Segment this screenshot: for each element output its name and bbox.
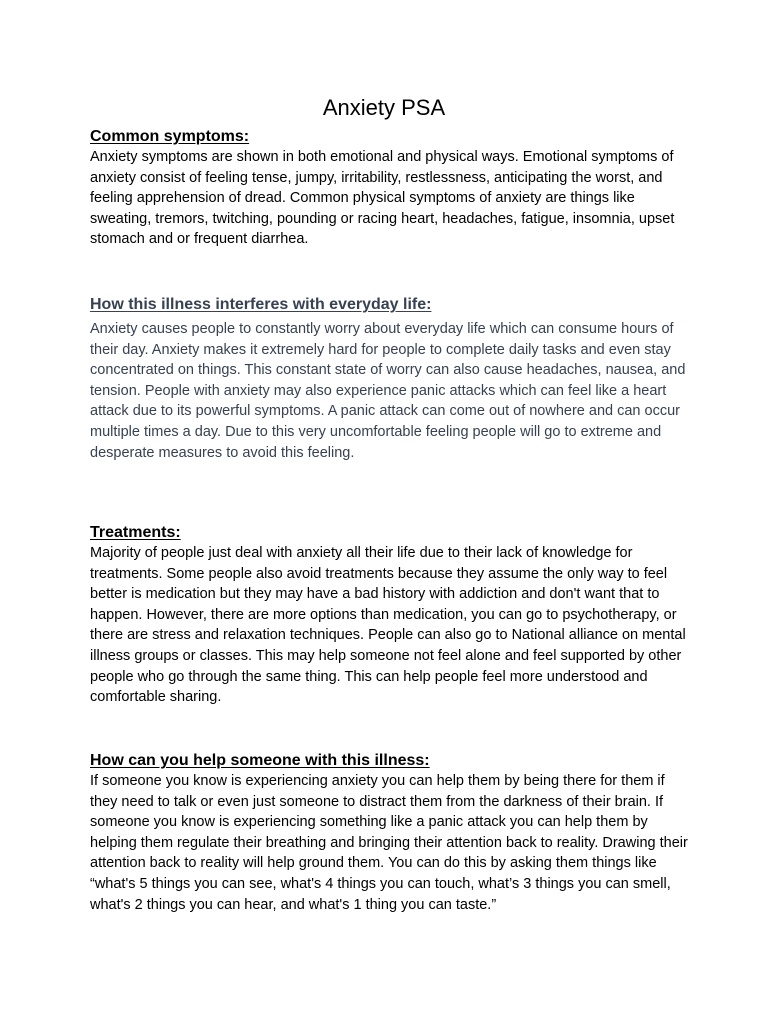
section-how-to-help (90, 750, 690, 915)
section-heading: Treatments: (90, 524, 181, 541)
section-treatments (90, 522, 690, 708)
section-body: Anxiety symptoms are shown in both emotional and physical ways. Emotional symptoms of anxiety consist of feeling tense, jumpy, irritability, restlessness, anticipating the worst, and feeling apprehension of dread. Common physical symptoms of anxiety are things like sweating, tremors, twitching, pounding or racing heart, headaches, fatigue, insomnia, upset stomach and or frequent diarrhea. (90, 149, 675, 248)
section-everyday-life (90, 294, 690, 463)
section-heading: How this illness interferes with everyday life: (90, 296, 432, 313)
section-common-symptoms (90, 126, 690, 250)
section-body: Majority of people just deal with anxiety all their life due to their lack of knowledge for treatments. Some people also avoid treatments because they assume the only way to feel better is medication but they may have a bad history with addiction and don't want that to happen. However, there are more options than medication, you can go to psychotherapy, or there are stress and relaxation techniques. People can also go to National alliance on mental illness groups or classes. This may help someone not feel alone and feel supported by other people who go through the same thing. This can help people feel more understood and comfortable sharing. (90, 545, 686, 706)
document-title: Anxiety PSA (322, 95, 446, 120)
section-heading: How can you help someone with this illness: (90, 752, 430, 769)
section-body: Anxiety causes people to constantly worry about everyday life which can consume hours of their day. Anxiety makes it extremely hard for people to complete daily tasks and even stay concentrated on things. This constant state of worry can also cause headaches, nausea, and tension. People with anxiety may also experience panic attacks which can feel like a heart attack due to its powerful symptoms. A panic attack can come out of nowhere and can occur multiple times a day. Due to this very uncomfortable feeling people will go to extreme and desperate measures to avoid this feeling. (90, 321, 686, 461)
section-heading: Common symptoms: (90, 128, 250, 145)
section-body: If someone you know is experiencing anxiety you can help them by being there for them if they need to talk or even just someone to distract them from the darkness of their brain. If someone you know is experiencing something like a panic attack you can help them by helping them regulate their breathing and bringing their attention back to reality. Drawing their attention back to reality will help ground them. You can do this by asking them things like “what's 5 things you can see, what's 4 things you can touch, what’s 3 things you can smell, what's 2 things you can hear, and what's 1 thing you can taste.” (90, 773, 688, 913)
